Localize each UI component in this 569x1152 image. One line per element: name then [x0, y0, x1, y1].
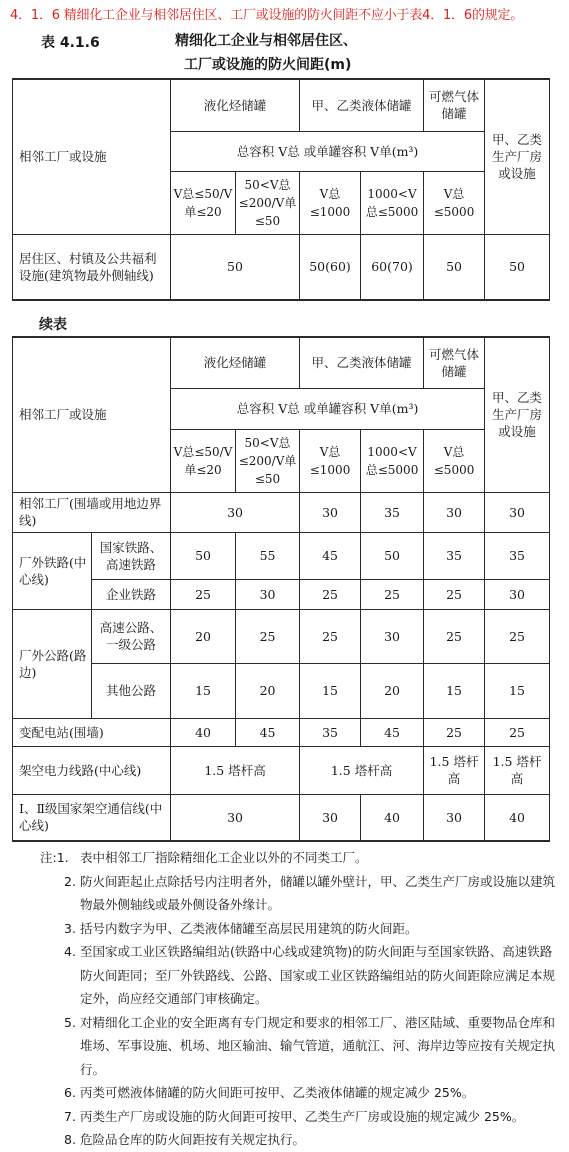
table-row — [13, 663, 550, 718]
capacity-header: 总容积 V总 或单罐容积 V单(m³) — [171, 131, 485, 171]
note-number: 7. — [64, 1108, 76, 1124]
cell: 25 — [424, 718, 485, 746]
lpg-tank-header: 液化烃储罐 — [171, 337, 300, 388]
cell: 30 — [300, 794, 361, 841]
cell: 20 — [361, 663, 424, 718]
section-heading: 4．1．6 精细化工企业与相邻居住区、工厂或设施的防火间距不应小于表4．1．6的规定。 — [10, 8, 524, 23]
note-text: 括号内数字为甲、乙类液体储罐至高层民用建筑的防火间距。 — [80, 920, 418, 936]
gas-tank-header: 可燃气体储罐 — [424, 337, 485, 388]
cell: 30 — [361, 609, 424, 663]
lpg-tank-header: 液化烃储罐 — [171, 79, 300, 131]
table-number: 表 4.1.6 — [41, 35, 100, 51]
capacity-col-5: V总≤5000 — [424, 429, 485, 492]
table-row — [13, 718, 550, 746]
capacity-col-1: V总≤50/V单≤20 — [171, 429, 236, 492]
row-label: Ⅰ、Ⅱ级国家架空通信线(中心线) — [13, 794, 171, 841]
note-item — [40, 870, 555, 917]
cell: 45 — [300, 532, 361, 579]
cell: 25 — [300, 609, 361, 663]
cell: 30 — [485, 492, 550, 532]
note-number: 5. — [64, 1014, 76, 1030]
cell: 25 — [424, 609, 485, 663]
table-title-line1: 精细化工企业与相邻居住区、 — [175, 33, 357, 49]
row-label-header: 相邻工厂或设施 — [13, 79, 171, 234]
cell: 25 — [361, 579, 424, 609]
note-number: 4. — [64, 944, 76, 959]
cell: 35 — [300, 718, 361, 746]
note-item — [40, 1081, 555, 1105]
table-notes — [40, 846, 555, 1152]
capacity-col-2: 50<V总≤200/V单≤50 — [236, 171, 300, 234]
note-number: 8. — [64, 1132, 76, 1147]
cell: 1.5 塔杆高 — [485, 746, 550, 794]
cell: 1.5 塔杆高 — [424, 746, 485, 794]
row-group-label: 厂外公路(路边) — [13, 609, 92, 718]
note-item — [40, 1011, 555, 1082]
row-label: 高速公路、一级公路 — [92, 609, 171, 663]
liquid-tank-header: 甲、乙类液体储罐 — [300, 79, 424, 131]
cell: 30 — [236, 579, 300, 609]
cell: 15 — [171, 663, 236, 718]
capacity-col-5: V总≤5000 — [424, 171, 485, 234]
cell: 55 — [236, 532, 300, 579]
note-item — [40, 1105, 555, 1129]
production-header: 甲、乙类生产厂房或设施 — [485, 79, 550, 234]
cell: 45 — [236, 718, 300, 746]
note-number: 3. — [64, 920, 76, 936]
row-label: 其他公路 — [92, 663, 171, 718]
row-label-header: 相邻工厂或设施 — [13, 337, 171, 492]
cell: 25 — [485, 718, 550, 746]
note-text: 表中相邻工厂指除精细化工企业以外的不同类工厂。 — [80, 850, 368, 865]
cell: 50 — [171, 234, 300, 300]
note-text: 丙类可燃液体储罐的防火间距可按甲、乙类液体储罐的规定减少 25%。 — [80, 1085, 475, 1100]
production-header: 甲、乙类生产厂房或设施 — [485, 337, 550, 492]
note-number: 1. — [56, 850, 69, 865]
cell: 30 — [424, 492, 485, 532]
row-label: 国家铁路、高速铁路 — [92, 532, 171, 579]
fire-distance-table-continued — [12, 336, 550, 842]
note-number: 6. — [64, 1085, 76, 1100]
cell: 25 — [236, 609, 300, 663]
cell: 35 — [361, 492, 424, 532]
gas-tank-header: 可燃气体储罐 — [424, 79, 485, 131]
capacity-col-3: V总≤1000 — [300, 429, 361, 492]
cell: 30 — [171, 794, 300, 841]
capacity-col-4: 1000<V总≤5000 — [361, 429, 424, 492]
note-text: 丙类生产厂房或设施的防火间距可按甲、乙类生产厂房或设施的规定减少 25%。 — [80, 1108, 525, 1124]
cell: 40 — [361, 794, 424, 841]
table-row — [13, 234, 550, 300]
cell: 15 — [424, 663, 485, 718]
note-text: 至国家或工业区铁路编组站(铁路中心线或建筑物)的防火间距与至国家铁路、高速铁路防火间距同；至厂外铁路线、公路、国家或工业区铁路编组站的防火间距除应满足本规定外，尚应经交通部门审核确定。 — [80, 944, 556, 1006]
cell: 30 — [171, 492, 300, 532]
cell: 60(70) — [361, 234, 424, 300]
cell: 30 — [485, 579, 550, 609]
table-row — [13, 746, 550, 794]
capacity-col-2: 50<V总≤200/V单≤50 — [236, 429, 300, 492]
cell: 40 — [485, 794, 550, 841]
cell: 30 — [424, 794, 485, 841]
cell: 25 — [300, 579, 361, 609]
liquid-tank-header: 甲、乙类液体储罐 — [300, 337, 424, 388]
notes-prefix: 注: — [40, 850, 57, 865]
cell: 45 — [361, 718, 424, 746]
cell: 50 — [361, 532, 424, 579]
cell: 50 — [424, 234, 485, 300]
table-row — [13, 794, 550, 841]
cell: 1.5 塔杆高 — [300, 746, 424, 794]
note-item — [40, 846, 555, 870]
cell: 50 — [485, 234, 550, 300]
row-label: 变配电站(围墙) — [13, 718, 171, 746]
table-row — [13, 579, 550, 609]
row-group-label: 厂外铁路(中心线) — [13, 532, 92, 609]
note-text: 防火间距起止点除括号内注明者外，储罐以罐外壁计，甲、乙类生产厂房或设施以建筑物最外侧轴线或最外侧设备外缘计。 — [80, 873, 556, 912]
cell: 40 — [171, 718, 236, 746]
capacity-col-3: V总≤1000 — [300, 171, 361, 234]
cell: 30 — [300, 492, 361, 532]
row-label: 架空电力线路(中心线) — [13, 746, 171, 794]
note-number: 2. — [64, 873, 76, 889]
continued-label: 续表 — [39, 317, 67, 333]
cell: 25 — [424, 579, 485, 609]
cell: 15 — [485, 663, 550, 718]
capacity-header: 总容积 V总 或单罐容积 V单(m³) — [171, 388, 485, 429]
cell: 25 — [485, 609, 550, 663]
cell: 50 — [171, 532, 236, 579]
cell: 35 — [424, 532, 485, 579]
capacity-col-1: V总≤50/V单≤20 — [171, 171, 236, 234]
table-row — [13, 492, 550, 532]
note-text: 危险品仓库的防火间距按有关规定执行。 — [80, 1132, 306, 1147]
note-item — [40, 917, 555, 941]
row-label: 居住区、村镇及公共福利设施(建筑物最外侧轴线) — [13, 234, 171, 300]
note-item — [40, 940, 555, 1011]
note-item — [40, 1128, 555, 1152]
row-label: 企业铁路 — [92, 579, 171, 609]
cell: 20 — [171, 609, 236, 663]
cell: 35 — [485, 532, 550, 579]
cell: 20 — [236, 663, 300, 718]
row-label: 相邻工厂(围墙或用地边界线) — [13, 492, 171, 532]
note-text: 对精细化工企业的安全距离有专门规定和要求的相邻工厂、港区陆域、重要物品仓库和堆场、军事设施、机场、地区输油、输气管道，通航江、河、海岸边等应按有关规定执行。 — [80, 1014, 556, 1077]
cell: 50(60) — [300, 234, 361, 300]
table-title-line2: 工厂或设施的防火间距(m) — [184, 57, 352, 73]
capacity-col-4: 1000<V总≤5000 — [361, 171, 424, 234]
fire-distance-table — [12, 78, 550, 301]
cell: 25 — [171, 579, 236, 609]
table-row — [13, 532, 550, 579]
table-row — [13, 609, 550, 663]
cell: 15 — [300, 663, 361, 718]
cell: 1.5 塔杆高 — [171, 746, 300, 794]
